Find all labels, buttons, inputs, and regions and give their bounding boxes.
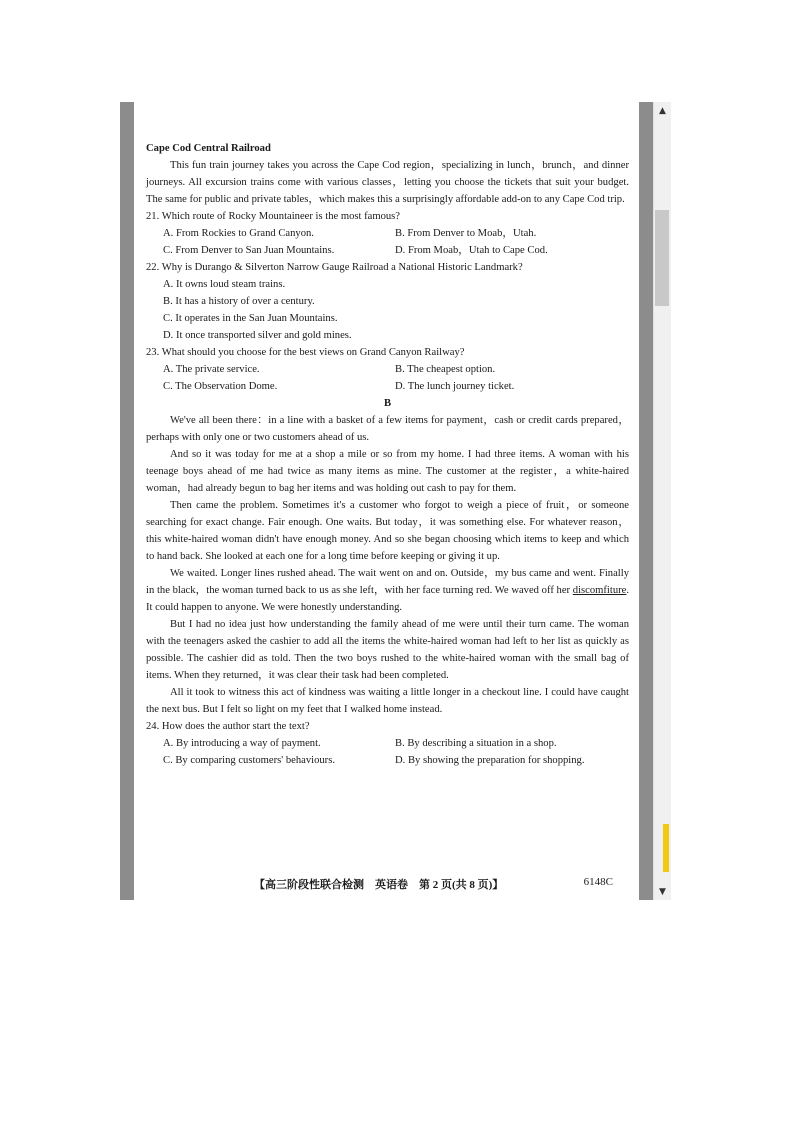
scroll-up-icon[interactable]: ▲ bbox=[659, 105, 666, 116]
question-22-option-c: C. It operates in the San Juan Mountains. bbox=[163, 313, 338, 324]
paragraph-4-text-after: . It could happen to anyone. We were honestly understanding. bbox=[146, 585, 629, 613]
question-23-options-row1 bbox=[146, 361, 629, 378]
question-22-option-d: D. It once transported silver and gold mines. bbox=[163, 330, 352, 341]
document-page bbox=[134, 102, 639, 900]
question-21-option-b: B. From Denver to Moab，Utah. bbox=[395, 228, 537, 239]
section-b-paragraph-1: We've all been there：in a line with a basket of a few items for payment，cash or credit cards prepared，perhaps with only one or two customers ahead of us. bbox=[146, 415, 629, 443]
question-23-option-a: A. The private service. bbox=[163, 364, 260, 375]
question-24-option-a: A. By introducing a way of payment. bbox=[163, 738, 321, 749]
section-b-paragraph-4 bbox=[146, 565, 629, 616]
question-21-option-d: D. From Moab，Utah to Cape Cod. bbox=[395, 245, 548, 256]
underlined-word: discomfiture bbox=[572, 585, 627, 596]
question-24-option-c: C. By comparing customers' behaviours. bbox=[163, 755, 335, 766]
vertical-scrollbar[interactable] bbox=[653, 102, 671, 900]
question-24-options-row1 bbox=[146, 735, 629, 752]
question-23-options-row2 bbox=[146, 378, 629, 395]
question-21-option-c: C. From Denver to San Juan Mountains. bbox=[163, 245, 335, 256]
passage-title: Cape Cod Central Railroad bbox=[146, 143, 271, 154]
question-24-stem: 24. How does the author start the text? bbox=[146, 721, 310, 732]
question-24-option-b: B. By describing a situation in a shop. bbox=[395, 738, 557, 749]
question-23-option-d: D. The lunch journey ticket. bbox=[395, 381, 515, 392]
paragraph-4-text-before: We waited. Longer lines rushed ahead. The wait went on and on. Outside，my bus came and went. Finally in the black，the woman turned back to us as she left，with her face turning red. We waved off her bbox=[146, 568, 629, 596]
footer-code: 6148C bbox=[583, 876, 613, 888]
scroll-position-marker bbox=[663, 824, 669, 872]
question-21-options-row1 bbox=[146, 225, 629, 242]
footer-exam-info: 【高三阶段性联合检测 英语卷 第 2 页(共 8 页)】 bbox=[254, 879, 504, 891]
passage-a-text: This fun train journey takes you across the Cape Cod region，specializing in lunch，brunch，and dinner journeys. All excursion trains come with various classes，letting you choose the tickets that suit your budget. The same for public and private tables，which makes this a surprisingly affordable add-on to any Cape Cod trip. bbox=[146, 160, 629, 205]
question-23-stem: 23. What should you choose for the best views on Grand Canyon Railway? bbox=[146, 347, 465, 358]
section-b-heading: B bbox=[383, 398, 392, 409]
question-22-option-a: A. It owns loud steam trains. bbox=[163, 279, 286, 290]
question-24-option-d: D. By showing the preparation for shopping. bbox=[395, 755, 585, 766]
section-b-paragraph-2: And so it was today for me at a shop a mile or so from my home. I had three items. A woman with his teenage boys ahead of me had twice as many items as mine. The customer at the register，a white-haired woman，had already begun to bag her items and was holding out cash to pay for them. bbox=[146, 449, 629, 494]
section-b-paragraph-3: Then came the problem. Sometimes it's a customer who forgot to weigh a piece of fruit，or someone searching for exact change. Fair enough. One waits. But today，it was something else. For whatever reason，this white-haired woman didn't have enough money. And so she began choosing which items to keep and which to hand back. She looked at each one for a long time before keeping or giving it up. bbox=[146, 500, 629, 562]
question-23-option-b: B. The cheapest option. bbox=[395, 364, 496, 375]
question-23-option-c: C. The Observation Dome. bbox=[163, 381, 278, 392]
question-21-option-a: A. From Rockies to Grand Canyon. bbox=[163, 228, 314, 239]
section-b-paragraph-6: All it took to witness this act of kindness was waiting a little longer in a checkout line. I could have caught the next bus. But I felt so light on my feet that I walked home instead. bbox=[146, 687, 629, 715]
question-22-option-b: B. It has a history of over a century. bbox=[163, 296, 315, 307]
question-22-stem: 22. Why is Durango & Silverton Narrow Gauge Railroad a National Historic Landmark? bbox=[146, 262, 523, 273]
question-21-stem: 21. Which route of Rocky Mountaineer is the most famous? bbox=[146, 211, 401, 222]
section-b-paragraph-5: But I had no idea just how understanding the family ahead of me were until their turn came. The woman with the teenagers asked the cashier to add all the items the white-haired woman had left to her list as quickly as possible. The cashier did as told. Then the two boys rushed to the white-haired woman with the small bag of items. When they returned，it was clear their task had been completed. bbox=[146, 619, 629, 681]
scroll-thumb[interactable] bbox=[655, 210, 669, 306]
scroll-down-icon[interactable]: ▼ bbox=[659, 886, 666, 897]
question-24-options-row2 bbox=[146, 752, 629, 769]
question-21-options-row2 bbox=[146, 242, 629, 259]
page-content bbox=[146, 140, 629, 769]
